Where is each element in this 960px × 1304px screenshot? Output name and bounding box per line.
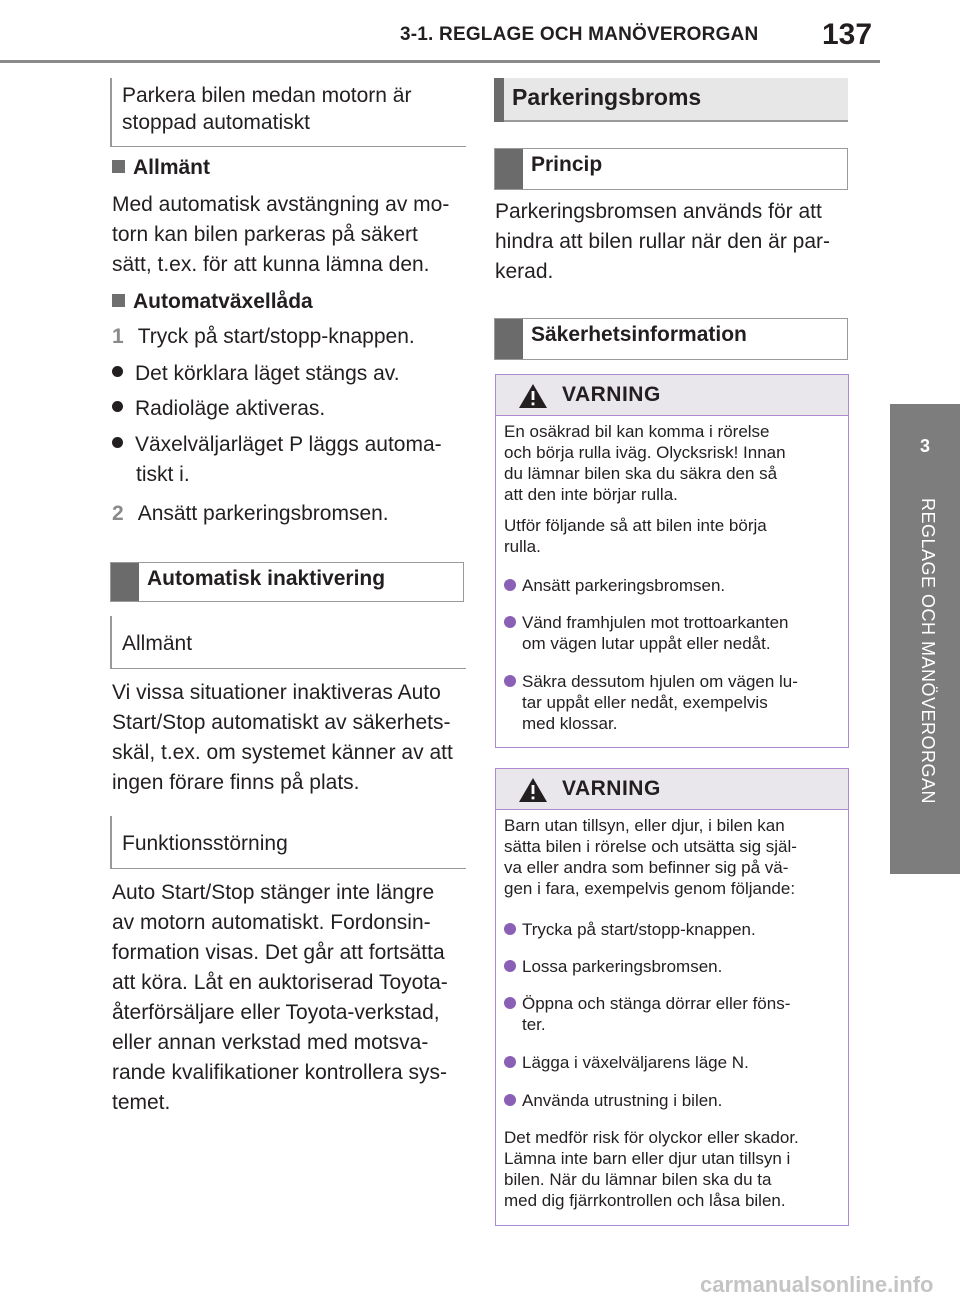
warning-list-item: Trycka på start/stopp-knappen.: [504, 919, 756, 940]
warning-label: VARNING: [562, 777, 661, 800]
section-header-title: 3-1. REGLAGE OCH MANÖVERORGAN: [400, 24, 759, 45]
heading-bar: [111, 563, 139, 601]
bullet-dot-icon: [504, 923, 516, 935]
bullet-dot-icon: [504, 675, 516, 687]
subheading-box: [110, 616, 466, 669]
bullet-dot-icon: [504, 579, 516, 591]
bullet-dot-icon: [112, 366, 123, 377]
warning-label: VARNING: [562, 383, 661, 406]
warning-lead: Utför följande så att bilen inte börja rulla.: [504, 516, 767, 556]
warning-header: [496, 769, 848, 810]
warning-list-item: Säkra dessutom hjulen om vägen lu- tar uppåt eller nedåt, exempelvis med klossar.: [504, 671, 798, 734]
subheading-malfunction: Funktionsstörning: [122, 832, 288, 855]
parking-brake-heading: Parkeringsbroms: [512, 84, 702, 110]
bullet-dot-icon: [504, 960, 516, 972]
warning-box: [495, 374, 849, 748]
bullet-dot-icon: [504, 1056, 516, 1068]
bullet-dot-icon: [504, 1094, 516, 1106]
warning-triangle-icon: [518, 383, 548, 409]
principle-heading: Princip: [531, 153, 603, 176]
safety-heading-box: [494, 318, 848, 360]
watermark: carmanualsonline.info: [700, 1272, 934, 1297]
step-1: 1 Tryck på start/stopp-knappen.: [112, 325, 415, 348]
warning-box: [495, 768, 849, 1226]
square-bullet-icon: [112, 160, 125, 173]
header-divider: [0, 60, 880, 63]
subheading-box: [110, 816, 466, 869]
subheading-general: Allmänt: [122, 632, 193, 655]
warning-list-item: Öppna och stänga dörrar eller föns- ter.: [504, 993, 790, 1035]
warning-header: [496, 375, 848, 416]
heading-bar: [495, 149, 523, 189]
section-heading-box: [110, 78, 466, 147]
list-item: Växelväljarläget P läggs automa-: [112, 430, 442, 460]
bullet-dot-icon: [112, 437, 123, 448]
general-heading: Allmänt: [112, 156, 210, 180]
automatic-inactivation-heading-box: [110, 562, 464, 602]
malfunction-paragraph: Auto Start/Stop stänger inte längre av motorn automatiskt. Fordonsin- formation visas. Det går att fortsätta att köra. Låt en auktoriserad Toyota- återförsäljare eller Toyota-verkstad, eller annan verkstad med motsva- rande kvalifikationer kontrollera sys- temet.: [112, 881, 448, 1114]
automatic-inactivation-heading: Automatisk inaktivering: [147, 567, 386, 590]
safety-heading: Säkerhetsinformation: [531, 323, 747, 346]
list-item: Det körklara läget stängs av.: [112, 359, 400, 389]
warning-list-item: Vänd framhjulen mot trottoarkanten om vägen lutar uppåt eller nedåt.: [504, 612, 788, 654]
bullet-dot-icon: [504, 616, 516, 628]
principle-paragraph: Parkeringsbromsen används för att hindra att bilen rullar när den är par- kerad.: [495, 200, 831, 283]
warning-intro: Barn utan tillsyn, eller djur, i bilen kan sätta bilen i rörelse och utsätta sig själ- va eller andra som befinner sig på vä- gen i fara, exempelvis genom följande:: [504, 816, 797, 898]
heading-bar: [495, 319, 523, 359]
warning-list-item: Ansätt parkeringsbromsen.: [504, 575, 725, 596]
warning-list-item: Lägga i växelväljarens läge N.: [504, 1052, 749, 1073]
general-paragraph: Med automatisk avstängning av mo- torn kan bilen parkeras på säkert sätt, t.ex. för att kunna lämna den.: [112, 193, 450, 276]
page-number: 137: [822, 18, 873, 51]
section-heading: Parkera bilen medan motorn är stoppad automatiskt: [122, 84, 412, 134]
warning-intro: En osäkrad bil kan komma i rörelse och börja rulla iväg. Olycksrisk! Innan du lämnar bilen ska du säkra den så att den inte börjar rulla.: [504, 422, 786, 504]
warning-triangle-icon: [518, 777, 548, 803]
chapter-number: 3: [919, 436, 930, 456]
chapter-label: REGLAGE OCH MANÖVERORGAN: [918, 498, 938, 805]
heading-bar: [494, 78, 504, 122]
warning-list-item: Lossa parkeringsbromsen.: [504, 956, 722, 977]
warning-outro: Det medför risk för olyckor eller skador. Lämna inte barn eller djur utan tillsyn i bilen. När du lämnar bilen ska du ta med dig fjärrkontrollen och låsa bilen.: [504, 1128, 799, 1210]
bullet-dot-icon: [112, 401, 123, 412]
step-2: 2 Ansätt parkeringsbromsen.: [112, 502, 389, 525]
list-item: Radioläge aktiveras.: [112, 394, 325, 424]
principle-heading-box: [494, 148, 848, 190]
inactivation-paragraph: Vi vissa situationer inaktiveras Auto Start/Stop automatiskt av säkerhets- skäl, t.ex. om systemet känner av att ingen förare finns på plats.: [112, 681, 453, 794]
parking-brake-heading-box: [494, 78, 848, 122]
square-bullet-icon: [112, 294, 125, 307]
automatic-transmission-heading: Automatväxellåda: [112, 290, 313, 314]
list-item-continuation: tiskt i.: [136, 463, 190, 486]
warning-list-item: Använda utrustning i bilen.: [504, 1090, 722, 1111]
bullet-dot-icon: [504, 997, 516, 1009]
